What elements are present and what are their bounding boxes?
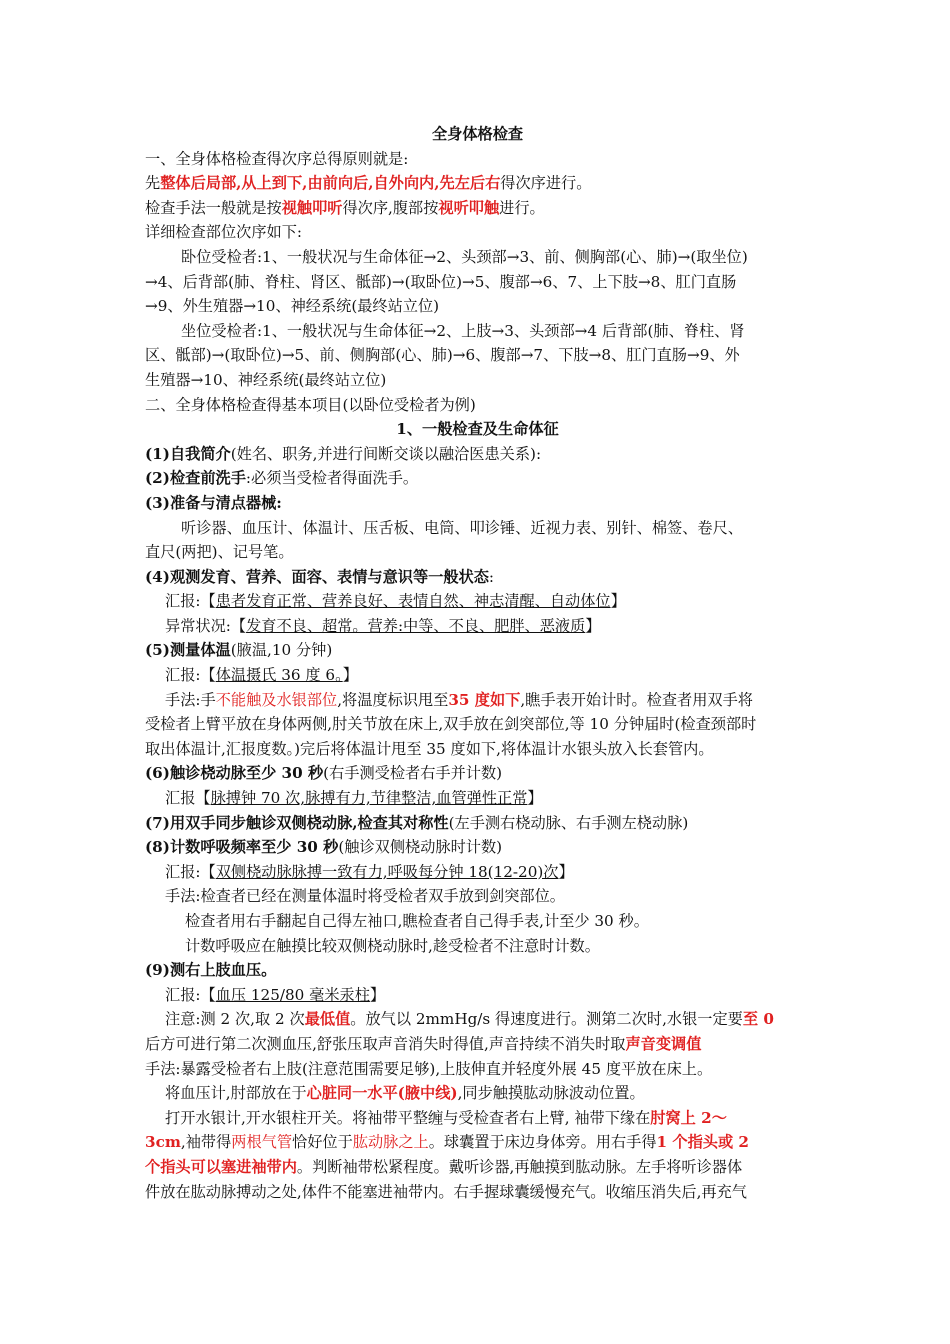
item-9-note-line-2 bbox=[145, 1032, 810, 1057]
text: 得次序,腹部按 bbox=[342, 198, 439, 217]
report-text: 患者发育正常、营养良好、表情自然、神志清醒、自动体位 bbox=[215, 592, 611, 611]
item-8-method-1: 手法:检查者已经在测量体温时将受检者双手放到剑突部位。 bbox=[165, 887, 565, 906]
item-9-method-1: 手法:暴露受检者右上肢(注意范围需要足够),上肢伸直并轻度外展 45 度平放在床上。 bbox=[145, 1059, 713, 1078]
report-text: 发育不良、超常。营养:中等、不良、肥胖、恶液质 bbox=[246, 616, 586, 635]
highlight-text: 最低值 bbox=[304, 1010, 351, 1029]
text: 异常状况:【 bbox=[165, 616, 247, 635]
item-label: (5)测量体温 bbox=[145, 641, 231, 660]
item-3-line-1: 听诊器、血压计、体温计、压舌板、电筒、叩诊锤、近视力表、别针、棉签、卷尺、 bbox=[181, 518, 743, 537]
item-9-report bbox=[145, 983, 810, 1008]
item-5 bbox=[145, 638, 810, 663]
text: 得次序进行。 bbox=[500, 174, 592, 193]
text: 检查手法一般就是按 bbox=[145, 198, 282, 217]
subsection-heading: 1、一般检查及生命体征 bbox=[396, 420, 559, 439]
item-5-method-line-1 bbox=[145, 688, 810, 713]
text: 汇报:【 bbox=[165, 862, 216, 881]
item-7 bbox=[145, 811, 810, 836]
item-9-method-4 bbox=[145, 1130, 810, 1155]
item-4 bbox=[145, 565, 810, 590]
text: 。球囊置于床边身体旁。用右手得 bbox=[428, 1133, 657, 1152]
text: 先 bbox=[145, 174, 161, 193]
text: 】 bbox=[527, 789, 543, 808]
text: (腋温,10 分钟) bbox=[230, 641, 333, 660]
section-2-heading: 二、全身体格检查得基本项目(以卧位受检者为例) bbox=[145, 395, 476, 414]
item-label: (7)用双手同步触诊双侧桡动脉,检查其对称性 bbox=[145, 813, 449, 832]
text: ,瞧手表开始计时。检查者用双手将 bbox=[520, 690, 753, 709]
text: 】 bbox=[342, 666, 358, 685]
text: 汇报:【 bbox=[165, 666, 216, 685]
text: : bbox=[488, 567, 495, 586]
report-text: 血压 125/80 毫米汞柱 bbox=[215, 985, 370, 1004]
text: 后方可进行第二次测血压,舒张压取声音消失时得值,声音持续不消失时取 bbox=[145, 1034, 626, 1053]
highlight-text: 肘窝上 2～ bbox=[650, 1108, 727, 1127]
item-8-report bbox=[145, 860, 810, 885]
highlight-text: 声音变调值 bbox=[625, 1034, 702, 1053]
text: 。判断袖带松紧程度。戴听诊器,再触摸到肱动脉。左手将听诊器体 bbox=[296, 1157, 743, 1176]
item-5-method-line-3: 取出体温计,汇报度数。)完后将体温计甩至 35 度如下,将体温计水银头放入长套管内。 bbox=[145, 739, 714, 758]
report-text: 脉搏钟 70 次,脉搏有力,节律整洁,血管弹性正常 bbox=[210, 789, 528, 808]
section-1-heading: 一、全身体格检查得次序总得原则就是: bbox=[145, 149, 409, 168]
item-9-method-5 bbox=[145, 1155, 810, 1180]
document-title: 全身体格检查 bbox=[431, 125, 524, 143]
item-label: (1)自我简介 bbox=[145, 444, 231, 463]
text: ,袖带得 bbox=[180, 1133, 232, 1152]
highlight-text: 两根气管 bbox=[231, 1133, 293, 1152]
highlight-text: 整体后局部,从上到下,由前向后,自外向内,先左后右 bbox=[160, 174, 501, 193]
item-4-report bbox=[145, 589, 810, 614]
sitting-order-line-2: 区、骶部)→(取卧位)→5、前、侧胸部(心、肺)→6、腹部→7、下肢→8、肛门直肠→9、外 bbox=[145, 346, 740, 365]
text: 】 bbox=[558, 862, 574, 881]
sitting-order-line-3: 生殖器→10、神经系统(最终站立位) bbox=[145, 370, 387, 389]
highlight-text: 35 度如下 bbox=[448, 690, 521, 709]
text: :必须当受检者得面洗手。 bbox=[245, 469, 419, 488]
highlight-text: 个指头可以塞进袖带内 bbox=[145, 1157, 297, 1176]
text: 汇报:【 bbox=[165, 985, 216, 1004]
item-9-label: (9)测右上肢血压。 bbox=[145, 961, 277, 980]
order-intro: 详细检查部位次序如下: bbox=[145, 223, 302, 242]
supine-order-line-2: →4、后背部(肺、脊柱、肾区、骶部)→(取卧位)→5、腹部→6、7、上下肢→8、肛门直肠 bbox=[145, 272, 737, 291]
item-3-label: (3)准备与清点器械: bbox=[145, 493, 282, 512]
supine-order-line-3: →9、外生殖器→10、神经系统(最终站立位) bbox=[145, 297, 440, 316]
highlight-text: 视听叩触 bbox=[438, 198, 500, 217]
report-text: 双侧桡动脉脉搏一致有力,呼吸每分钟 18(12-20)次 bbox=[215, 862, 559, 881]
text: 汇报:【 bbox=[165, 592, 216, 611]
text: 手法:手 bbox=[165, 690, 216, 709]
item-5-method-line-2: 受检者上臂平放在身体两侧,肘关节放在床上,双手放在剑突部位,等 10 分钟届时(检查颈部时 bbox=[145, 715, 757, 734]
text: 汇报【 bbox=[165, 789, 211, 808]
item-8-method-3: 计数呼吸应在触摸比较双侧桡动脉时,趁受检者不注意时计数。 bbox=[185, 936, 600, 955]
report-text: 体温摄氏 36 度 6。 bbox=[215, 666, 343, 685]
method-line bbox=[145, 196, 810, 221]
text: 进行。 bbox=[499, 198, 545, 217]
highlight-text: 不能触及水银部位 bbox=[215, 690, 338, 709]
highlight-text: 心脏同一水平(腋中线) bbox=[306, 1084, 458, 1103]
item-9-note-line-1 bbox=[145, 1007, 810, 1032]
item-6 bbox=[145, 761, 810, 786]
item-9-method-2 bbox=[145, 1081, 810, 1106]
text: 恰好位于 bbox=[292, 1133, 353, 1152]
item-9-method-6: 件放在肱动脉搏动之处,体件不能塞进袖带内。右手握球囊缓慢充气。收缩压消失后,再充气 bbox=[145, 1182, 747, 1201]
highlight-text: 3cm bbox=[145, 1133, 181, 1152]
item-5-report bbox=[145, 663, 810, 688]
document-page bbox=[145, 122, 810, 1204]
item-label: (6)触诊桡动脉至少 30 秒 bbox=[145, 764, 324, 783]
item-label: (4)观测发育、营养、面容、表情与意识等一般状态 bbox=[145, 567, 489, 586]
item-6-report bbox=[145, 786, 810, 811]
sitting-order-line-1: 坐位受检者:1、一般状况与生命体征→2、上肢→3、头颈部→4 后背部(肺、脊柱、肾 bbox=[181, 321, 745, 340]
text: 】 bbox=[610, 592, 626, 611]
text: (左手测右桡动脉、右手测左桡动脉) bbox=[448, 813, 689, 832]
item-label: (2)检查前洗手 bbox=[145, 469, 246, 488]
text: (触诊双侧桡动脉时计数) bbox=[338, 838, 503, 857]
item-2 bbox=[145, 466, 810, 491]
highlight-text: 肱动脉之上 bbox=[352, 1133, 429, 1152]
item-8 bbox=[145, 835, 810, 860]
principle-line bbox=[145, 171, 810, 196]
text: 】 bbox=[369, 985, 386, 1004]
text: 将血压计,肘部放在于 bbox=[165, 1084, 307, 1103]
highlight-text: 1 个指头或 2 bbox=[656, 1133, 749, 1152]
text: ,将温度标识甩至 bbox=[337, 690, 449, 709]
text: ,同步触摸肱动脉波动位置。 bbox=[457, 1084, 645, 1103]
item-3-line-2: 直尺(两把)、记号笔。 bbox=[145, 543, 294, 562]
highlight-text: 至 0 bbox=[742, 1010, 774, 1029]
item-9-method-3 bbox=[145, 1106, 810, 1131]
item-label: (8)计数呼吸频率至少 30 秒 bbox=[145, 838, 339, 857]
text: 。放气以 2mmHg/s 得速度进行。测第二次时,水银一定要 bbox=[350, 1010, 743, 1029]
text: 打开水银计,开水银柱开关。将袖带平整缠与受检查者右上臂, 袖带下缘在 bbox=[165, 1108, 651, 1127]
text: 注意:测 2 次,取 2 次 bbox=[165, 1010, 305, 1029]
text: (右手测受检者右手并计数) bbox=[323, 764, 503, 783]
item-1 bbox=[145, 442, 810, 467]
supine-order-line-1: 卧位受检者:1、一般状况与生命体征→2、头颈部→3、前、侧胸部(心、肺)→(取坐位) bbox=[181, 247, 748, 266]
item-8-method-2: 检查者用右手翻起自己得左袖口,瞧检查者自己得手表,计至少 30 秒。 bbox=[185, 912, 649, 930]
text: 】 bbox=[585, 616, 601, 635]
item-4-abnormal bbox=[145, 614, 810, 639]
highlight-text: 视触叩听 bbox=[281, 198, 343, 217]
text: (姓名、职务,并进行间断交谈以融洽医患关系): bbox=[230, 444, 542, 463]
